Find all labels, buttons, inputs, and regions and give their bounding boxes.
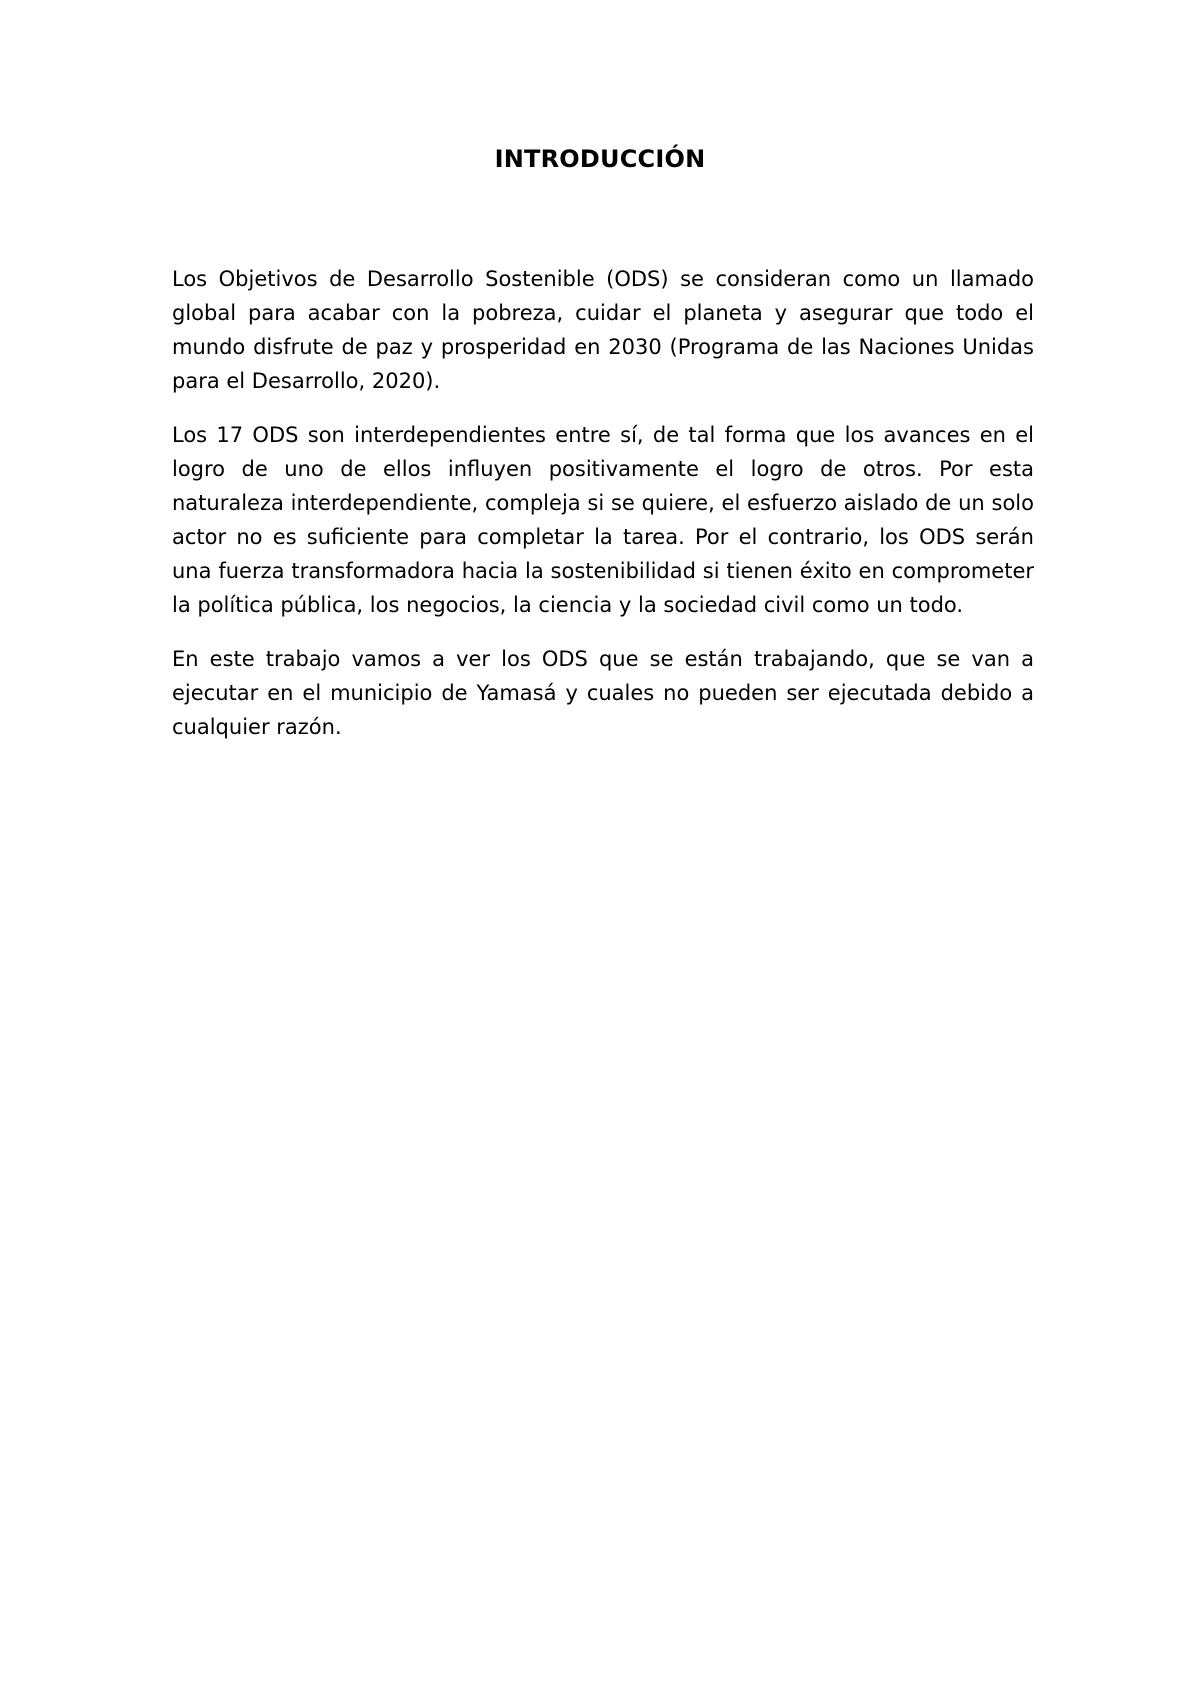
document-body xyxy=(172,262,1034,764)
paragraph-1: Los Objetivos de Desarrollo Sostenible (ODS) se consideran como un llamado global para acabar con la pobreza, cuidar el planeta y asegurar que todo el mundo disfrute de paz y prosperidad en 2030 (Programa de las Naciones Unidas para el Desarrollo, 2020). xyxy=(172,267,1034,393)
paragraph-2: Los 17 ODS son interdependientes entre sí, de tal forma que los avances en el logro de uno de ellos influyen positivamente el logro de otros. Por esta naturaleza interdependiente, compleja si se quiere, el esfuerzo aislado de un solo actor no es suficiente para completar la tarea. Por el contrario, los ODS serán una fuerza transformadora hacia la sostenibilidad si tienen éxito en comprometer la política pública, los negocios, la ciencia y la sociedad civil como un todo. xyxy=(172,423,1034,617)
paragraph-3: En este trabajo vamos a ver los ODS que se están trabajando, que se van a ejecutar en el municipio de Yamasá y cuales no pueden ser ejecutada debido a cualquier razón. xyxy=(172,647,1034,739)
page-title: INTRODUCCIÓN xyxy=(494,145,706,173)
